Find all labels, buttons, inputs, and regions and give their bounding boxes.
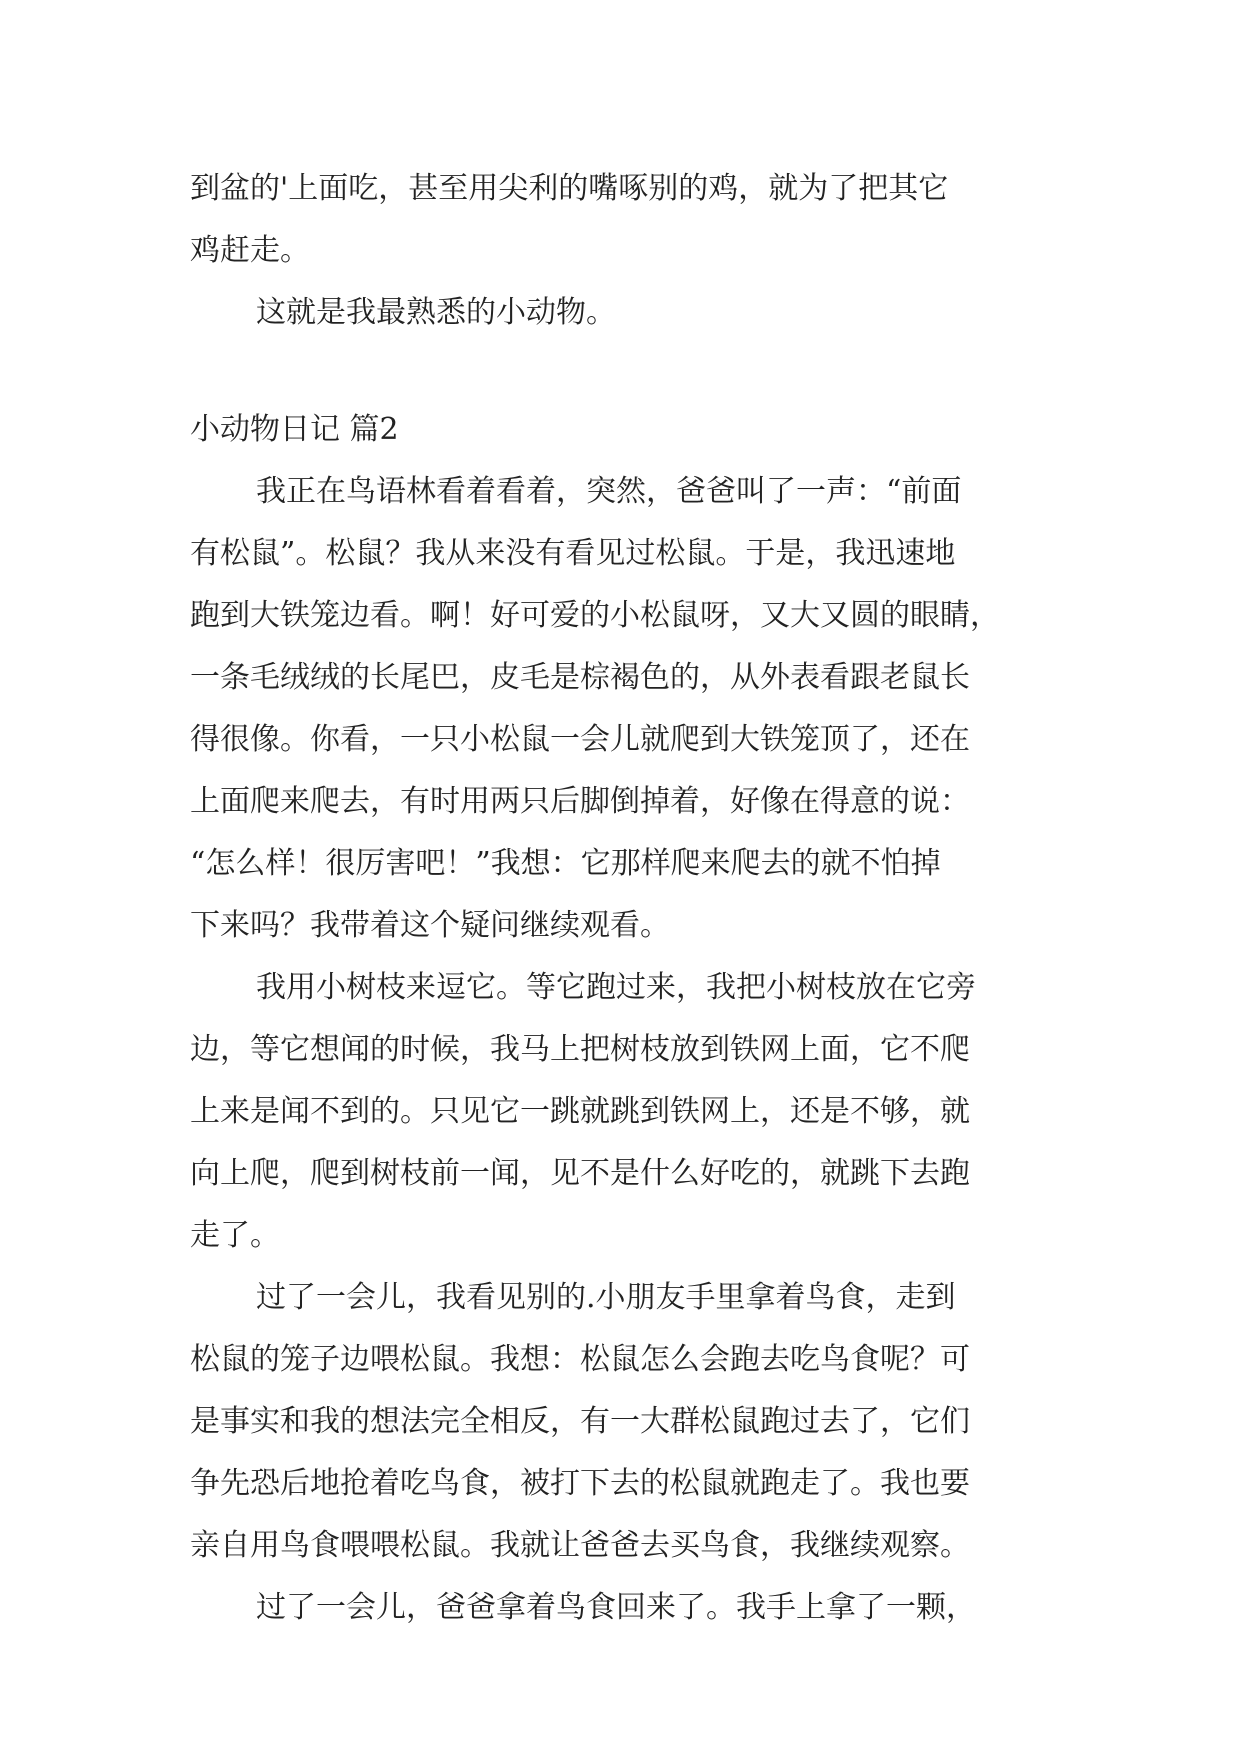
text-line: 一条毛绒绒的长尾巴，皮毛是棕褐色的，从外表看跟老鼠长 (190, 660, 970, 695)
paragraph-3 (190, 1267, 1056, 1577)
text-line: 上面爬来爬去，有时用两只后脚倒掉着，好像在得意的说： (190, 784, 970, 819)
text-line: 下来吗？我带着这个疑问继续观看。 (190, 908, 670, 943)
text-line: 过了一会儿，爸爸拿着鸟食回来了。我手上拿了一颗， (256, 1590, 976, 1625)
text-line: “怎么样！很厉害吧！”我想：它那样爬来爬去的就不怕掉 (190, 846, 941, 881)
document-body (190, 158, 1056, 1639)
text-line: 这就是我最熟悉的小动物。 (256, 295, 616, 330)
text-line: 到盆的'上面吃，甚至用尖利的嘴啄别的鸡，就为了把其它 (190, 171, 949, 206)
text-line: 我用小树枝来逗它。等它跑过来，我把小树枝放在它旁 (256, 970, 976, 1005)
text-line: 走了。 (190, 1218, 280, 1253)
paragraph-4 (190, 1577, 1056, 1639)
text-line: 过了一会儿，我看见别的.小朋友手里拿着鸟食，走到 (256, 1280, 956, 1315)
text-line: 争先恐后地抢着吃鸟食，被打下去的松鼠就跑走了。我也要 (190, 1466, 970, 1501)
text-line: 得很像。你看，一只小松鼠一会儿就爬到大铁笼顶了，还在 (190, 722, 970, 757)
section-title-text: 小动物日记 篇2 (190, 412, 399, 447)
text-line: 向上爬，爬到树枝前一闻，见不是什么好吃的，就跳下去跑 (190, 1156, 970, 1191)
paragraph-intro-end (190, 158, 1056, 282)
text-line: 有松鼠”。松鼠？我从来没有看见过松鼠。于是，我迅速地 (190, 536, 956, 571)
text-line: 亲自用鸟食喂喂松鼠。我就让爸爸去买鸟食，我继续观察。 (190, 1528, 970, 1563)
text-line: 跑到大铁笼边看。啊！好可爱的小松鼠呀，又大又圆的眼睛， (190, 598, 1000, 633)
paragraph-conclusion (190, 282, 1056, 344)
text-line: 边，等它想闻的时候，我马上把树枝放到铁网上面，它不爬 (190, 1032, 970, 1067)
text-line: 是事实和我的想法完全相反，有一大群松鼠跑过去了，它们 (190, 1404, 970, 1439)
section-title (190, 399, 1056, 461)
text-line: 上来是闻不到的。只见它一跳就跳到铁网上，还是不够，就 (190, 1094, 970, 1129)
text-line: 鸡赶走。 (190, 233, 310, 268)
text-line: 松鼠的笼子边喂松鼠。我想：松鼠怎么会跑去吃鸟食呢？可 (190, 1342, 970, 1377)
paragraph-1 (190, 461, 1056, 957)
paragraph-2 (190, 957, 1056, 1267)
text-line: 我正在鸟语林看着看着，突然，爸爸叫了一声：“前面 (256, 474, 962, 509)
